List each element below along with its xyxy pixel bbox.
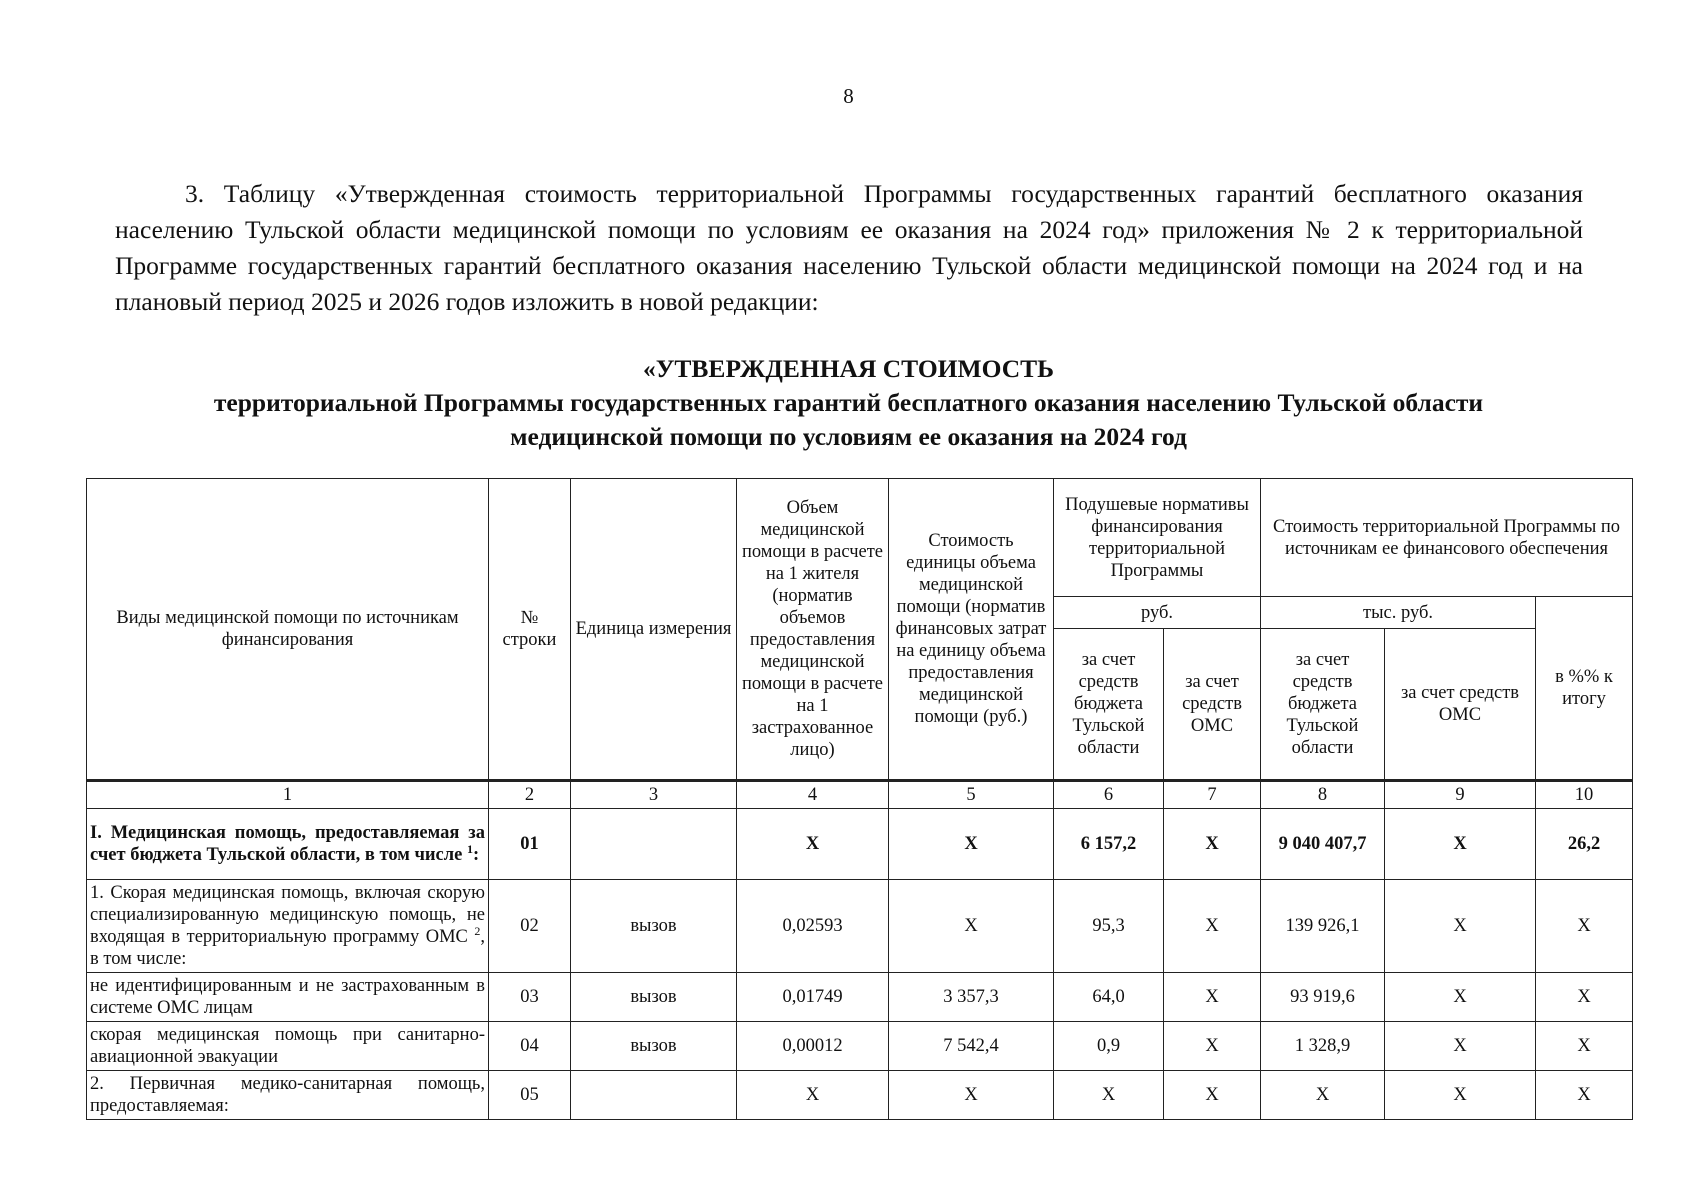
row-per-capita-budget: 64,0 [1054,973,1164,1022]
row-name: 1. Скорая медицинская помощь, включая скорую специализированную медицинскую помощь, не входящая в территориальную программу ОМС $^2$, в том числе: [87,880,489,973]
header-unit: Единица измерения [571,479,737,781]
column-number: 2 [489,781,571,809]
row-code: 04 [489,1022,571,1071]
row-unit: вызов [571,880,737,973]
column-number: 8 [1261,781,1385,809]
row-name: 2. Первичная медико-санитарная помощь, предоставляемая: [87,1071,489,1120]
header-kind: Виды медицинской помощи по источникам финансирования [87,479,489,781]
row-total-oms: X [1385,809,1536,880]
row-code: 01 [489,809,571,880]
row-total-budget: X [1261,1071,1385,1120]
row-code: 05 [489,1071,571,1120]
row-volume: X [737,809,889,880]
row-total-budget: 139 926,1 [1261,880,1385,973]
row-cost: 7 542,4 [889,1022,1054,1071]
row-total-budget: 1 328,9 [1261,1022,1385,1071]
row-total-budget: 9 040 407,7 [1261,809,1385,880]
title-line-1: «УТВЕРЖДЕННАЯ СТОИМОСТЬ [642,354,1055,383]
header-total-budget: за счет средств бюджета Тульской области [1261,629,1385,781]
column-number: 6 [1054,781,1164,809]
intro-paragraph: 3. Таблицу «Утвержденная стоимость территориальной Программы государственных гарантий бесплатного оказания населению Тульской области медицинской помощи по условиям ее оказания на 2024 год» приложения № 2 к территориальной Программе государственных гарантий бесплатного оказания населению Тульской области медицинской помощи на 2024 год и на плановый период 2025 и 2026 годов изложить в новой редакции: [115,179,1583,316]
row-name: не идентифицированным и не застрахованным в системе ОМС лицам [87,973,489,1022]
header-total-oms: за счет средств ОМС [1385,629,1536,781]
row-percent: X [1536,1022,1633,1071]
row-per-capita-budget: 6 157,2 [1054,809,1164,880]
row-per-capita-budget: X [1054,1071,1164,1120]
column-number: 9 [1385,781,1536,809]
row-unit: вызов [571,973,737,1022]
row-total-oms: X [1385,880,1536,973]
table-row [87,1022,1633,1071]
row-total-oms: X [1385,1071,1536,1120]
row-unit [571,1071,737,1120]
header-rub: руб. [1054,597,1261,629]
title-line-2: территориальной Программы государственных гарантий бесплатного оказания населению Тульской области [213,388,1484,417]
title-line-3: медицинской помощи по условиям ее оказания на 2024 год [510,422,1187,451]
row-per-capita-oms: X [1164,1022,1261,1071]
column-number-row [87,781,1633,809]
row-percent: 26,2 [1536,809,1633,880]
table-row [87,880,1633,973]
row-per-capita-budget: 95,3 [1054,880,1164,973]
header-percent: в %% к итогу [1536,597,1633,781]
table-row [87,809,1633,880]
row-unit: вызов [571,1022,737,1071]
column-number: 7 [1164,781,1261,809]
column-number: 5 [889,781,1054,809]
row-total-budget: 93 919,6 [1261,973,1385,1022]
row-percent: X [1536,880,1633,973]
row-total-oms: X [1385,973,1536,1022]
table-row [87,973,1633,1022]
page-number: 8 [843,84,854,108]
row-per-capita-budget: 0,9 [1054,1022,1164,1071]
row-per-capita-oms: X [1164,809,1261,880]
row-code: 03 [489,973,571,1022]
column-number: 3 [571,781,737,809]
header-volume: Объем медицинской помощи в расчете на 1 жителя (норматив объемов предоставления медицинской помощи в расчете на 1 застрахованное лицо) [737,479,889,781]
header-thous-rub: тыс. руб. [1261,597,1536,629]
row-cost: X [889,809,1054,880]
cost-table [86,478,1633,1120]
row-cost: X [889,1071,1054,1120]
header-unit-cost: Стоимость единицы объема медицинской помощи (норматив финансовых затрат на единицу объема предоставления медицинской помощи (руб.) [889,479,1054,781]
row-percent: X [1536,1071,1633,1120]
row-code: 02 [489,880,571,973]
row-volume: 0,00012 [737,1022,889,1071]
column-number: 10 [1536,781,1633,809]
column-number: 1 [87,781,489,809]
document-title [0,352,1697,454]
row-volume: 0,01749 [737,973,889,1022]
row-per-capita-oms: X [1164,973,1261,1022]
row-per-capita-oms: X [1164,880,1261,973]
column-number: 4 [737,781,889,809]
row-per-capita-oms: X [1164,1071,1261,1120]
header-program-cost: Стоимость территориальной Программы по источникам ее финансового обеспечения [1261,479,1633,597]
header-per-capita: Подушевые нормативы финансирования территориальной Программы [1054,479,1261,597]
row-unit [571,809,737,880]
row-cost: X [889,880,1054,973]
row-volume: 0,02593 [737,880,889,973]
row-percent: X [1536,973,1633,1022]
header-row-number: № строки [489,479,571,781]
table-row [87,1071,1633,1120]
header-per-capita-oms: за счет средств ОМС [1164,629,1261,781]
row-volume: X [737,1071,889,1120]
row-name: скорая медицинская помощь при санитарно-авиационной эвакуации [87,1022,489,1071]
row-cost: 3 357,3 [889,973,1054,1022]
header-per-capita-budget: за счет средств бюджета Тульской области [1054,629,1164,781]
row-total-oms: X [1385,1022,1536,1071]
row-name: I. Медицинская помощь, предоставляемая за счет бюджета Тульской области, в том числе $^1$: [87,809,489,880]
